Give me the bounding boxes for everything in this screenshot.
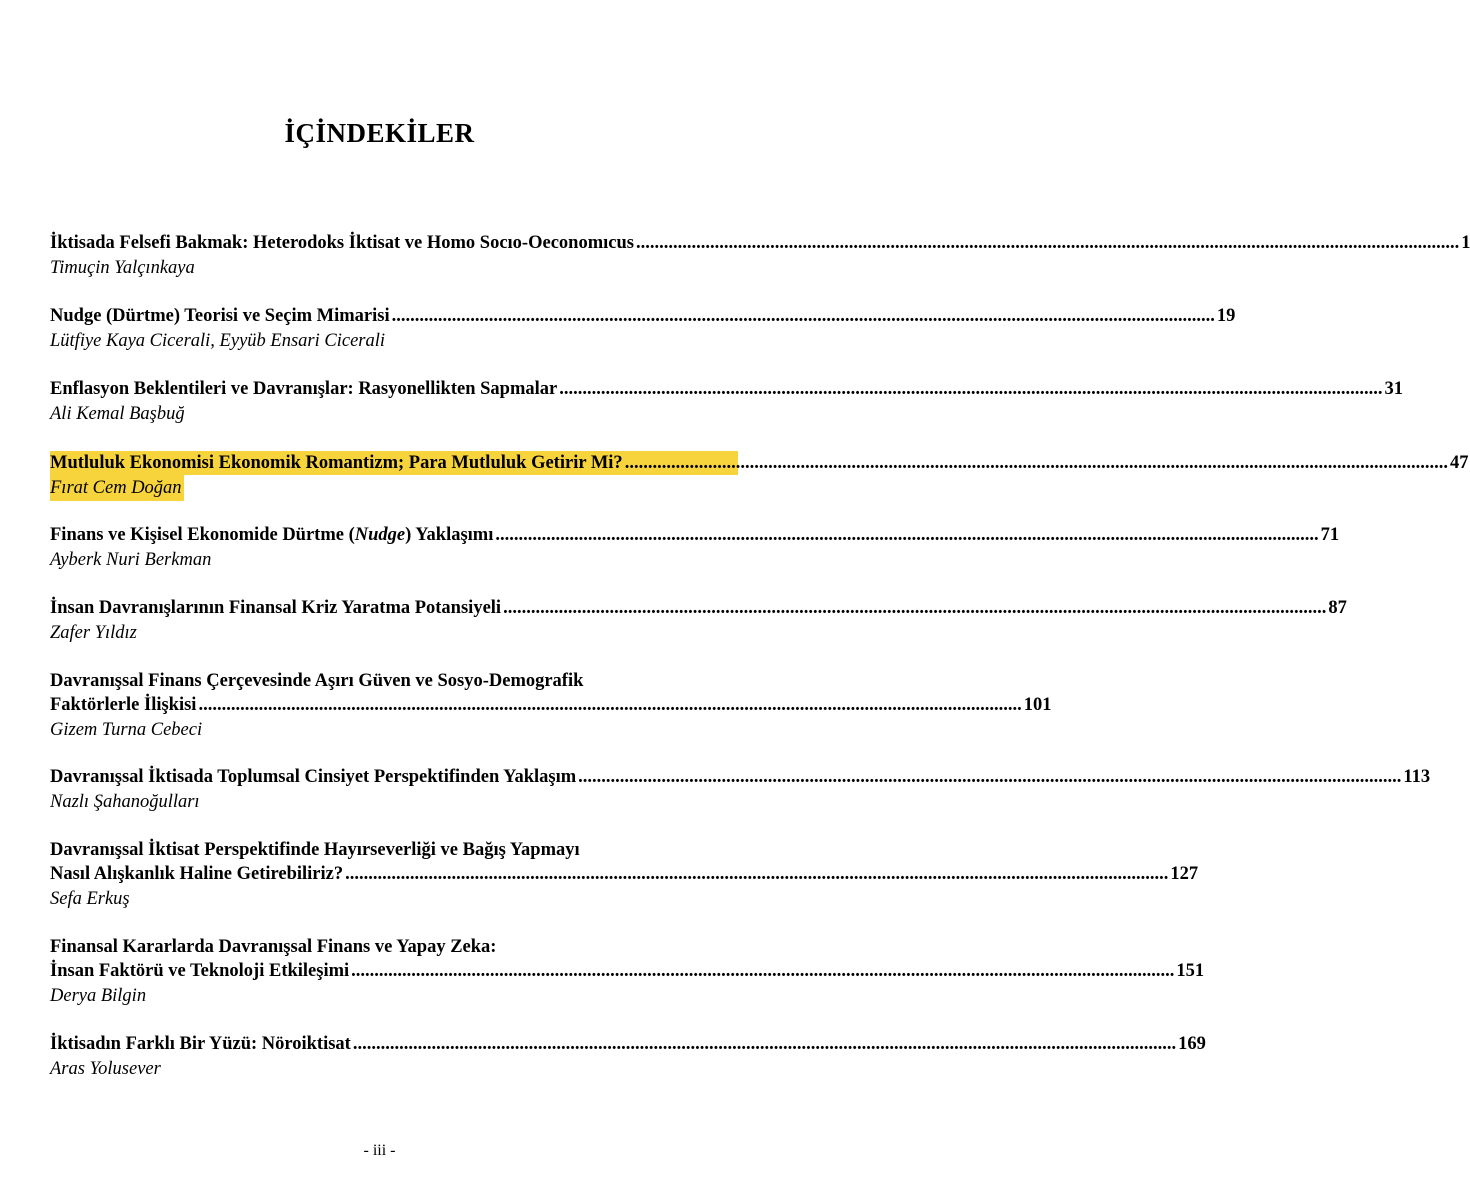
toc-entry-title: Faktörlerle İlişkisi [50, 695, 197, 715]
toc-entry-page: 47 [1449, 453, 1469, 473]
toc-entry-author: Lütfiye Kaya Cicerali, Eyyüb Ensari Cicerali [50, 331, 386, 351]
toc-entry-title-line[interactable] [50, 523, 1340, 547]
dot-leader: .................................................................................................................................................................................. [352, 1034, 1177, 1054]
toc-entry-title-line[interactable] [50, 765, 1431, 789]
toc-entry-author: Timuçin Yalçınkaya [50, 258, 195, 278]
toc-entry-title: Nudge (Dürtme) Teorisi ve Seçim Mimarisi [50, 306, 390, 326]
toc-entry-page: 113 [1403, 767, 1431, 787]
toc-entry-title: Finans ve Kişisel Ekonomide Dürtme (Nudge) Yaklaşımı [50, 525, 494, 545]
toc-entry-title-line[interactable] [50, 231, 1470, 255]
toc-entry[interactable] [50, 596, 1347, 646]
toc-entry-author: Sefa Erkuş [50, 889, 130, 909]
toc-entry-title-line[interactable] [50, 596, 1347, 620]
toc-entry[interactable] [50, 765, 1431, 815]
toc-entry-title: İktisadın Farklı Bir Yüzü: Nöroiktisat [50, 1034, 351, 1054]
dot-leader: .................................................................................................................................................................................. [578, 767, 1402, 787]
toc-entry[interactable] [50, 304, 1236, 354]
dot-leader: .................................................................................................................................................................................. [559, 379, 1383, 399]
toc-entry-page: 31 [1384, 379, 1403, 399]
toc-entry-title-line[interactable] [50, 377, 1403, 401]
toc-entry[interactable] [50, 669, 1052, 743]
toc-entry-title-italic: Nudge [354, 525, 406, 545]
toc-entry-title-line1[interactable]: Finansal Kararlarda Davranışsal Finans ve Yapay Zeka: [50, 937, 497, 957]
toc-entry-title: Enflasyon Beklentileri ve Davranışlar: Rasyonellikten Sapmalar [50, 379, 558, 399]
toc-entry-page: 169 [1178, 1034, 1206, 1054]
page-title: İÇİNDEKİLER [284, 118, 475, 148]
toc-entry-title-line[interactable] [50, 451, 1469, 475]
toc-entry-page: 19 [1216, 306, 1236, 326]
dot-leader: .................................................................................................................................................................................. [635, 233, 1460, 253]
toc-entry-title: İnsan Davranışlarının Finansal Kriz Yaratma Potansiyeli [50, 598, 502, 618]
toc-entry-title-line1[interactable]: Davranışsal İktisat Perspektifinde Hayırseverliği ve Bağış Yapmayı [50, 840, 580, 860]
toc-entry-title-line1[interactable]: Davranışsal Finans Çerçevesinde Aşırı Güven ve Sosyo-Demografik [50, 671, 584, 691]
dot-leader: .................................................................................................................................................................................. [503, 598, 1327, 618]
toc-entry[interactable] [50, 1032, 1206, 1082]
toc-entry-title-line[interactable] [50, 1032, 1206, 1056]
toc-entry-author: Fırat Cem Doğan [50, 475, 184, 501]
toc-entry-page: 87 [1328, 598, 1347, 618]
toc-entry[interactable] [50, 935, 1205, 1009]
dot-leader: .................................................................................................................................................................................. [624, 453, 1448, 473]
toc-entry-title-line[interactable] [50, 693, 1052, 717]
dot-leader: .................................................................................................................................................................................. [495, 525, 1319, 545]
toc-entry-page: 151 [1176, 961, 1205, 981]
toc-entry-author: Aras Yolusever [50, 1059, 161, 1079]
toc-entry-author: Ayberk Nuri Berkman [50, 550, 212, 570]
dot-leader: .................................................................................................................................................................................. [198, 695, 1022, 715]
toc-entry-title: İnsan Faktörü ve Teknoloji Etkileşimi [50, 961, 350, 981]
dot-leader: .................................................................................................................................................................................. [391, 306, 1215, 326]
dot-leader: .................................................................................................................................................................................. [345, 864, 1169, 884]
toc-entry-page: 71 [1320, 525, 1340, 545]
toc-entry-highlighted[interactable] [50, 451, 1469, 501]
toc-entry-page: 1 [1461, 233, 1470, 253]
toc-entry-author: Zafer Yıldız [50, 623, 137, 643]
toc-entry-author: Nazlı Şahanoğulları [50, 792, 200, 812]
toc-entry-author: Derya Bilgin [50, 986, 147, 1006]
toc-entry-title: Davranışsal İktisada Toplumsal Cinsiyet Perspektifinden Yaklaşım [50, 767, 577, 787]
toc-entry[interactable] [50, 838, 1199, 912]
dot-leader: .................................................................................................................................................................................. [351, 961, 1175, 981]
toc-entry-page: 101 [1023, 695, 1052, 715]
toc-entry-title-line[interactable] [50, 304, 1236, 328]
toc-entry[interactable] [50, 523, 1340, 573]
toc-entry-title: Mutluluk Ekonomisi Ekonomik Romantizm; Para Mutluluk Getirir Mi? [50, 453, 623, 473]
toc-entry[interactable] [50, 231, 1470, 281]
toc-entry-page: 127 [1170, 864, 1199, 884]
page-number: - iii - [363, 1142, 396, 1159]
toc-entry-title: Nasıl Alışkanlık Haline Getirebiliriz? [50, 864, 344, 884]
toc-entry-title-line[interactable] [50, 862, 1199, 886]
toc-entry-author: Gizem Turna Cebeci [50, 720, 203, 740]
toc-entry-title-line[interactable] [50, 959, 1205, 983]
toc-entry[interactable] [50, 377, 1403, 427]
toc-entry-title: İktisada Felsefi Bakmak: Heterodoks İktisat ve Homo Socıo-Oeconomıcus [50, 233, 634, 253]
toc-entry-author: Ali Kemal Başbuğ [50, 404, 185, 424]
